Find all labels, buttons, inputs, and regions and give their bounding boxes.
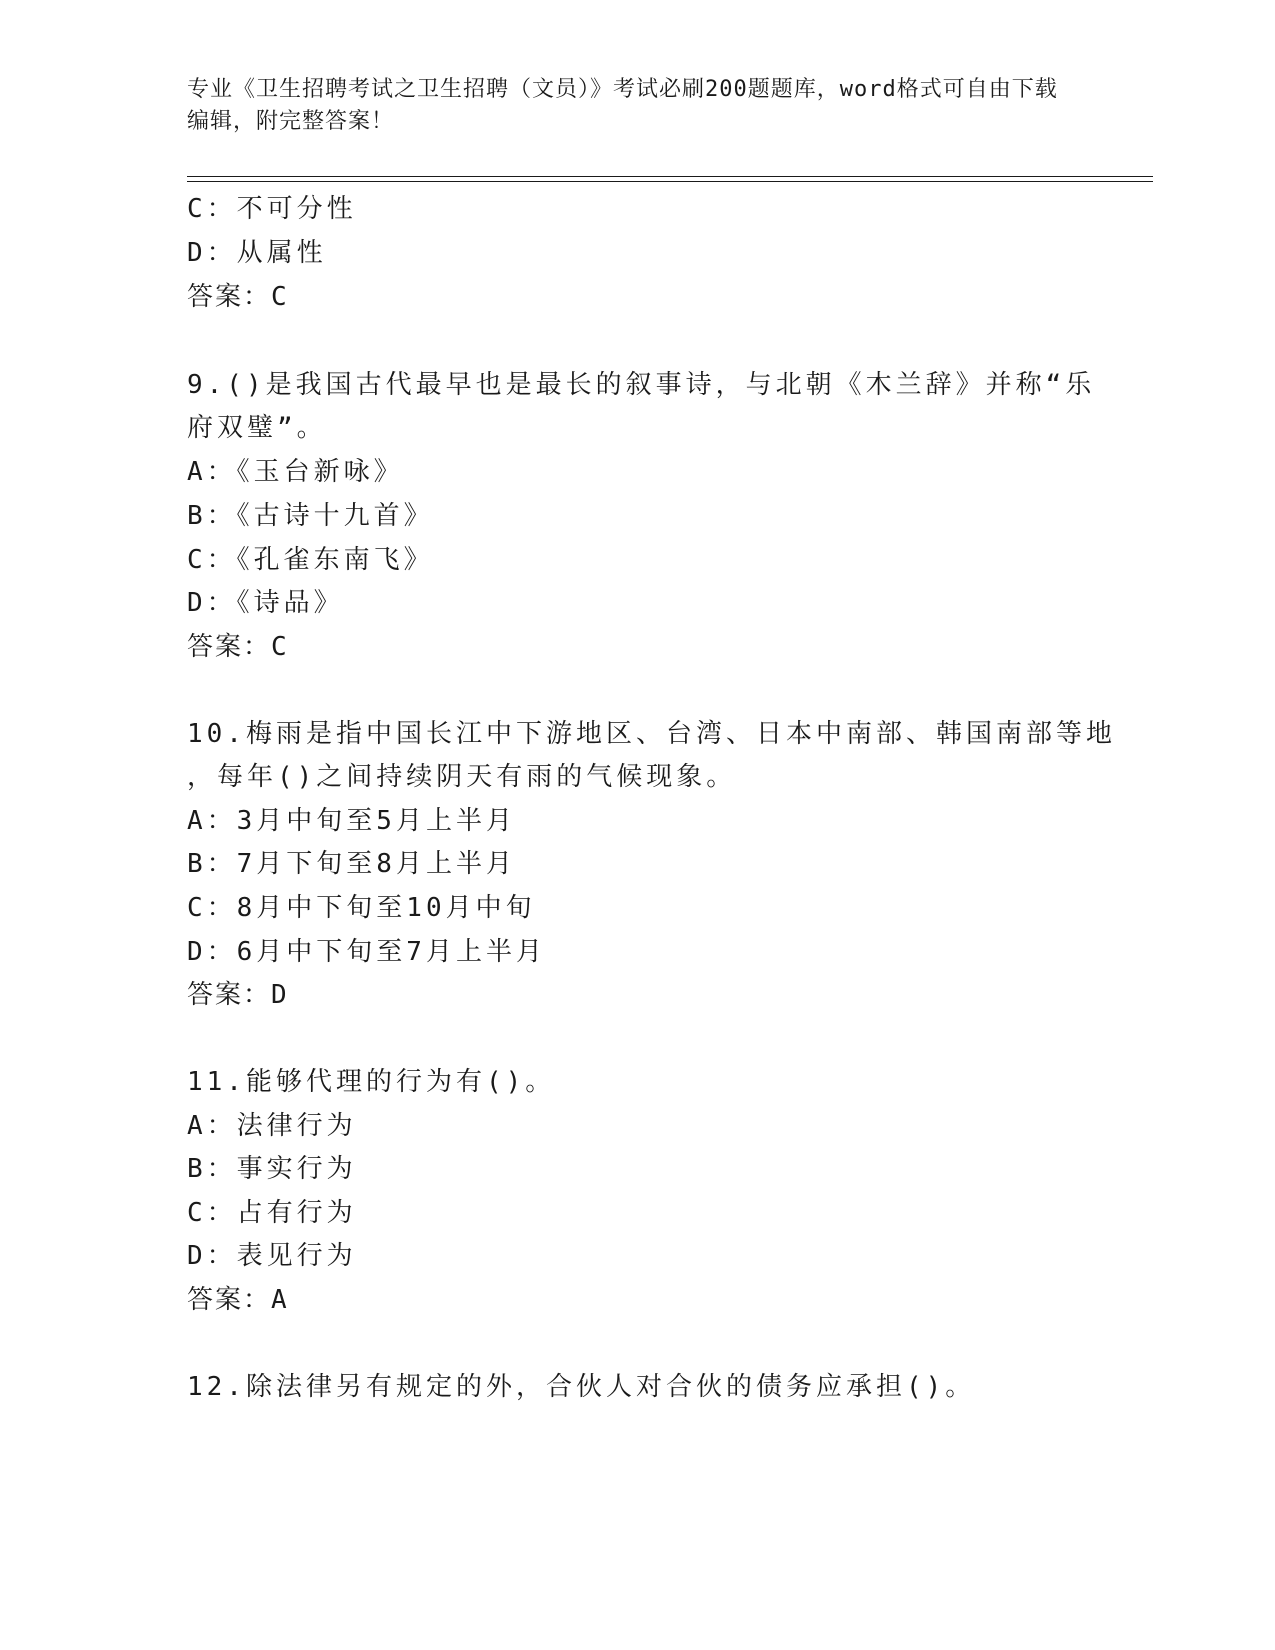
q9-option-b: B：《古诗十九首》 — [187, 501, 434, 531]
q11-stem: 11.能够代理的行为有()。 — [187, 1067, 556, 1097]
q8-option-d: D：从属性 — [187, 238, 327, 268]
q9-stem-line1: 9.()是我国古代最早也是最长的叙事诗，与北朝《木兰辞》并称“乐 — [187, 370, 1096, 400]
q8-answer: 答案：C — [187, 282, 289, 312]
q8-option-c: C：不可分性 — [187, 194, 357, 224]
q11-option-c: C：占有行为 — [187, 1198, 357, 1228]
q10-stem-line2: ，每年()之间持续阴天有雨的气候现象。 — [187, 762, 737, 792]
header-divider-bottom — [187, 181, 1153, 182]
q11-answer: 答案：A — [187, 1285, 289, 1315]
q10-option-d: D：6月中下旬至7月上半月 — [187, 937, 546, 967]
q10-option-a: A：3月中旬至5月上半月 — [187, 806, 516, 836]
q11-option-a: A：法律行为 — [187, 1111, 357, 1141]
q10-option-c: C：8月中下旬至10月中旬 — [187, 893, 536, 923]
q9-stem-line2: 府双璧”。 — [187, 413, 327, 443]
q9-option-c: C：《孔雀东南飞》 — [187, 545, 434, 575]
header-divider-top — [187, 176, 1153, 177]
document-header: 专业《卫生招聘考试之卫生招聘（文员）》考试必刷200题题库，word格式可自由下载编辑，附完整答案！ — [187, 77, 1058, 134]
q11-option-b: B：事实行为 — [187, 1154, 357, 1184]
q9-answer: 答案：C — [187, 632, 289, 662]
q9-option-d: D：《诗品》 — [187, 588, 344, 618]
q12-stem: 12.除法律另有规定的外，合伙人对合伙的债务应承担()。 — [187, 1372, 976, 1402]
q11-option-d: D：表见行为 — [187, 1241, 357, 1271]
q10-stem-line1: 10.梅雨是指中国长江中下游地区、台湾、日本中南部、韩国南部等地 — [187, 719, 1116, 749]
q10-answer: 答案：D — [187, 980, 289, 1010]
q10-option-b: B：7月下旬至8月上半月 — [187, 849, 516, 879]
q9-option-a: A：《玉台新咏》 — [187, 457, 404, 487]
